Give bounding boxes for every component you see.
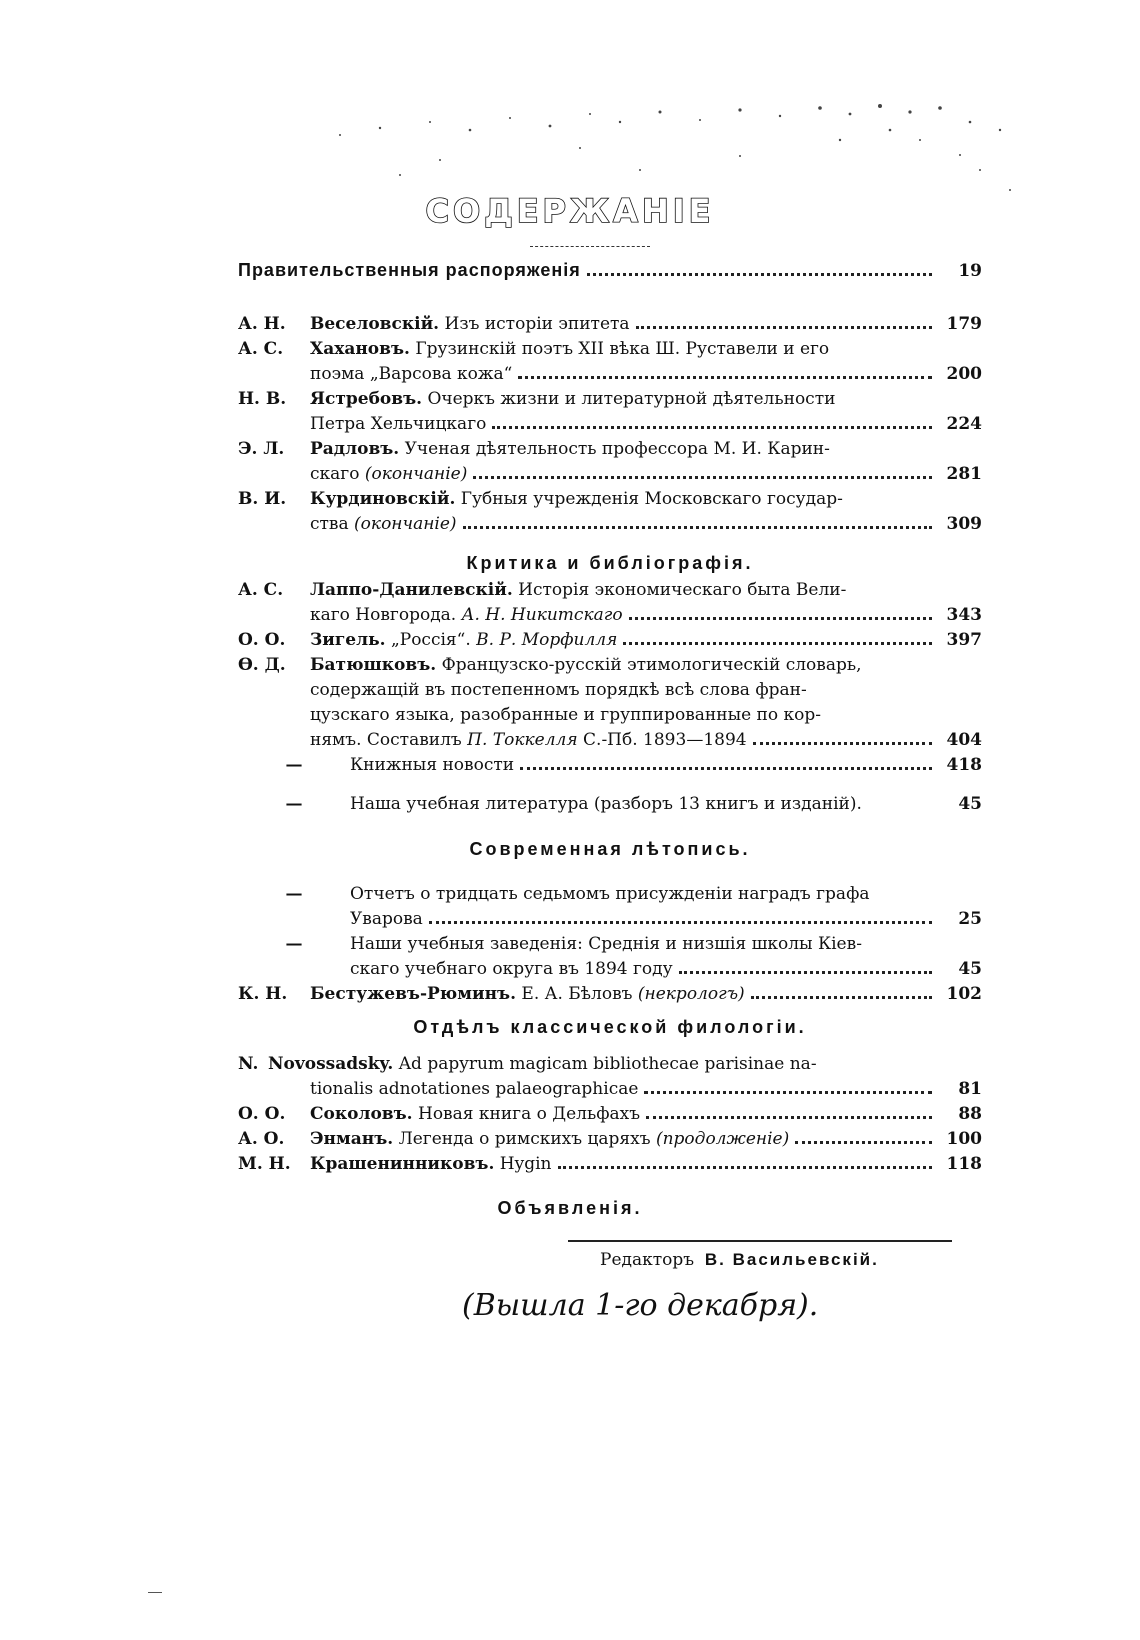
toc-entry[interactable]	[238, 1052, 982, 1077]
toc-entry-continuation	[238, 728, 982, 753]
author-initials: А. Н.	[238, 314, 286, 334]
author-initials: О. О.	[238, 1104, 286, 1124]
page-number: 179	[946, 314, 982, 334]
leader-dots	[751, 995, 932, 999]
author-name: Бестужевъ-Рюминъ.	[310, 984, 516, 1004]
author-initials: Э. Л.	[238, 439, 285, 459]
leader-dots	[518, 375, 932, 379]
classics-section	[238, 1012, 982, 1177]
page-number: 200	[946, 364, 982, 384]
entry-title-cont: Уварова	[350, 909, 423, 929]
entry-title-cont: Петра Хельчицкаго	[310, 414, 487, 434]
editor-name: В. Васильевскій.	[704, 1250, 879, 1269]
editor-line	[600, 1250, 879, 1270]
toc-entry-continuation	[238, 512, 982, 537]
toc-entry[interactable]	[238, 628, 982, 653]
entry-title-cont: скаго учебнаго округа въ 1894 году	[350, 959, 673, 979]
page-number: 397	[946, 630, 982, 650]
page-number: 102	[946, 984, 982, 1004]
leader-dots	[753, 741, 932, 745]
editor-divider	[568, 1240, 952, 1242]
toc-entry[interactable]	[238, 932, 982, 957]
toc-entry[interactable]	[238, 1127, 982, 1152]
author-name: Соколовъ.	[310, 1104, 413, 1124]
page-number: 100	[946, 1129, 982, 1149]
leader-dots	[429, 920, 932, 924]
toc-entry[interactable]	[238, 387, 982, 412]
entry-title: Наша учебная литература (разборъ 13 книгъ и изданій).	[350, 794, 862, 814]
reviewer-name: А. Н. Никитскаго	[461, 605, 623, 625]
publication-info: С.-Пб. 1893—1894	[583, 730, 747, 750]
page-number: 88	[958, 1104, 982, 1124]
margin-mark	[148, 1592, 162, 1593]
author-name: Novossadsky.	[268, 1054, 394, 1074]
page-number: 25	[958, 909, 982, 929]
toc-entry-continuation	[238, 1077, 982, 1102]
leader-dots	[492, 425, 932, 429]
author-name: Веселовскій.	[310, 314, 440, 334]
entry-title-cont: нямъ. Составилъ	[310, 730, 462, 750]
entry-title: Ad papyrum magicam bibliothecae parisinae na-	[398, 1054, 817, 1074]
author-name: Хахановъ.	[310, 339, 410, 359]
entry-title: Губныя учрежденія Московскаго государ-	[460, 489, 843, 509]
official-label: Правительственныя распоряженія	[238, 260, 581, 280]
editor-label: Редакторъ	[600, 1250, 695, 1270]
leader-dots	[795, 1140, 932, 1144]
leader-space	[868, 808, 932, 809]
articles-list	[238, 312, 982, 537]
leader-dots	[473, 475, 932, 479]
leader-dots	[520, 766, 932, 770]
section-heading-chronicle: Современная лѣтопись.	[469, 839, 751, 859]
leader-dots	[558, 1165, 933, 1169]
entry-title: „Россія“.	[390, 630, 471, 650]
leader-dots	[629, 616, 932, 620]
page-title: СОДЕРЖАНІЕ	[425, 192, 715, 230]
toc-entry[interactable]	[238, 437, 982, 462]
author-initials: Ѳ. Д.	[238, 655, 286, 675]
page-number: 45	[958, 794, 982, 814]
entry-note: (окончаніе)	[354, 514, 457, 534]
toc-entry[interactable]	[238, 578, 982, 603]
toc-entry[interactable]	[238, 882, 982, 907]
toc-entry-official[interactable]	[238, 258, 982, 283]
author-name: Батюшковъ.	[310, 655, 437, 675]
entry-note: (продолженіе)	[655, 1129, 790, 1149]
entry-title-cont: tionalis adnotationes palaeographicae	[310, 1079, 639, 1099]
handwritten-note: (Вышла 1-го декабря).	[462, 1288, 819, 1323]
page-number: 404	[946, 730, 982, 750]
toc-entry-continuation	[238, 462, 982, 487]
toc-entry[interactable]	[238, 1102, 982, 1127]
toc-entry-continuation	[238, 957, 982, 982]
entry-title: Наши учебныя заведенія: Среднія и низшія школы Кіев-	[350, 934, 862, 954]
title-divider	[530, 246, 650, 247]
entry-title: Hygin	[499, 1154, 552, 1174]
author-initials: В. И.	[238, 489, 287, 509]
entry-title: Новая книга о Дельфахъ	[418, 1104, 641, 1124]
toc-entry-continuation	[238, 412, 982, 437]
official-section	[238, 258, 982, 283]
dash-marker: —	[285, 934, 303, 954]
entry-title-cont: цузскаго языка, разобранные и группированные по кор-	[310, 705, 822, 725]
leader-dots	[636, 325, 932, 329]
page-number: 81	[958, 1079, 982, 1099]
toc-entry[interactable]	[238, 337, 982, 362]
page-number: 343	[946, 605, 982, 625]
entry-title-cont: поэма „Варсова кожа“	[310, 364, 513, 384]
toc-entry-continuation	[238, 678, 982, 703]
entry-title-cont: ства	[310, 514, 349, 534]
entry-note: (некрологъ)	[637, 984, 745, 1004]
entry-title: Грузинскій поэтъ XII вѣка Ш. Руставели и его	[415, 339, 830, 359]
section-heading-critique: Критика и библіографія.	[466, 553, 754, 573]
toc-entry[interactable]	[238, 982, 982, 1007]
toc-entry[interactable]	[238, 312, 982, 337]
reviewer-name: В. Р. Морфилля	[476, 630, 618, 650]
entry-title: Французско-русскій этимологическій словарь,	[441, 655, 862, 675]
page-number: 19	[958, 261, 982, 281]
author-initials: О. О.	[238, 630, 286, 650]
author-name: Зигель.	[310, 630, 386, 650]
toc-entry-continuation	[238, 907, 982, 932]
toc-entry-continuation	[238, 703, 982, 728]
leader-dots	[587, 272, 932, 276]
entry-title: Очеркъ жизни и литературной дѣятельности	[427, 389, 836, 409]
leader-dots	[644, 1090, 932, 1094]
author-name: Ястребовъ.	[310, 389, 423, 409]
toc-entry[interactable]	[238, 1152, 982, 1177]
author-initials: К. Н.	[238, 984, 288, 1004]
dash-marker: —	[285, 884, 303, 904]
entry-title: Ученая дѣятельность профессора М. И. Карин-	[404, 439, 830, 459]
announcements-heading: Объявленія.	[497, 1198, 643, 1218]
entry-title: Отчетъ о тридцать седьмомъ присужденіи наградъ графа	[350, 884, 870, 904]
toc-entry[interactable]	[238, 487, 982, 512]
author-name: Лаппо-Данилевскій.	[310, 580, 513, 600]
dash-marker: —	[285, 755, 303, 775]
page-number: 118	[946, 1154, 982, 1174]
leader-dots	[623, 641, 932, 645]
leader-dots	[646, 1115, 932, 1119]
author-initials: Н. В.	[238, 389, 287, 409]
entry-title-cont: содержащій въ постепенномъ порядкѣ всѣ слова фран-	[310, 680, 807, 700]
reviewer-name: П. Токкелля	[467, 730, 578, 750]
entry-note: (окончаніе)	[364, 464, 468, 484]
toc-entry[interactable]	[238, 792, 982, 817]
entry-title: Е. А. Бѣловъ	[521, 984, 633, 1004]
author-name: Энманъ.	[310, 1129, 394, 1149]
toc-entry[interactable]	[238, 653, 982, 678]
entry-title: Книжныя новости	[350, 755, 515, 775]
page-number: 309	[946, 514, 982, 534]
section-heading-classics: Отдѣлъ классической филологіи.	[413, 1017, 807, 1037]
chronicle-section	[238, 834, 982, 1007]
author-name: Курдиновскій.	[310, 489, 456, 509]
author-initials: А. О.	[238, 1129, 285, 1149]
author-name: Крашенинниковъ.	[310, 1154, 495, 1174]
author-name: Радловъ.	[310, 439, 400, 459]
entry-title: Изъ исторіи эпитета	[444, 314, 630, 334]
entry-title: Исторія экономическаго быта Вели-	[518, 580, 847, 600]
toc-entry[interactable]	[238, 753, 982, 778]
page-number: 224	[946, 414, 982, 434]
page-number: 281	[946, 464, 982, 484]
author-initials: А. С.	[238, 339, 284, 359]
leader-dots	[679, 970, 932, 974]
leader-dots	[463, 525, 932, 529]
author-initials: А. С.	[238, 580, 284, 600]
entry-title-cont: скаго	[310, 464, 360, 484]
entry-title-cont: каго Новгорода.	[310, 605, 457, 625]
page-number: 418	[946, 755, 982, 775]
author-initials: М. Н.	[238, 1154, 291, 1174]
author-initials: N.	[238, 1054, 259, 1074]
toc-entry-continuation	[238, 362, 982, 387]
toc-entry-continuation	[238, 603, 982, 628]
critique-section	[238, 548, 982, 817]
entry-title: Легенда о римскихъ царяхъ	[398, 1129, 651, 1149]
dash-marker: —	[285, 794, 303, 814]
page-number: 45	[958, 959, 982, 979]
